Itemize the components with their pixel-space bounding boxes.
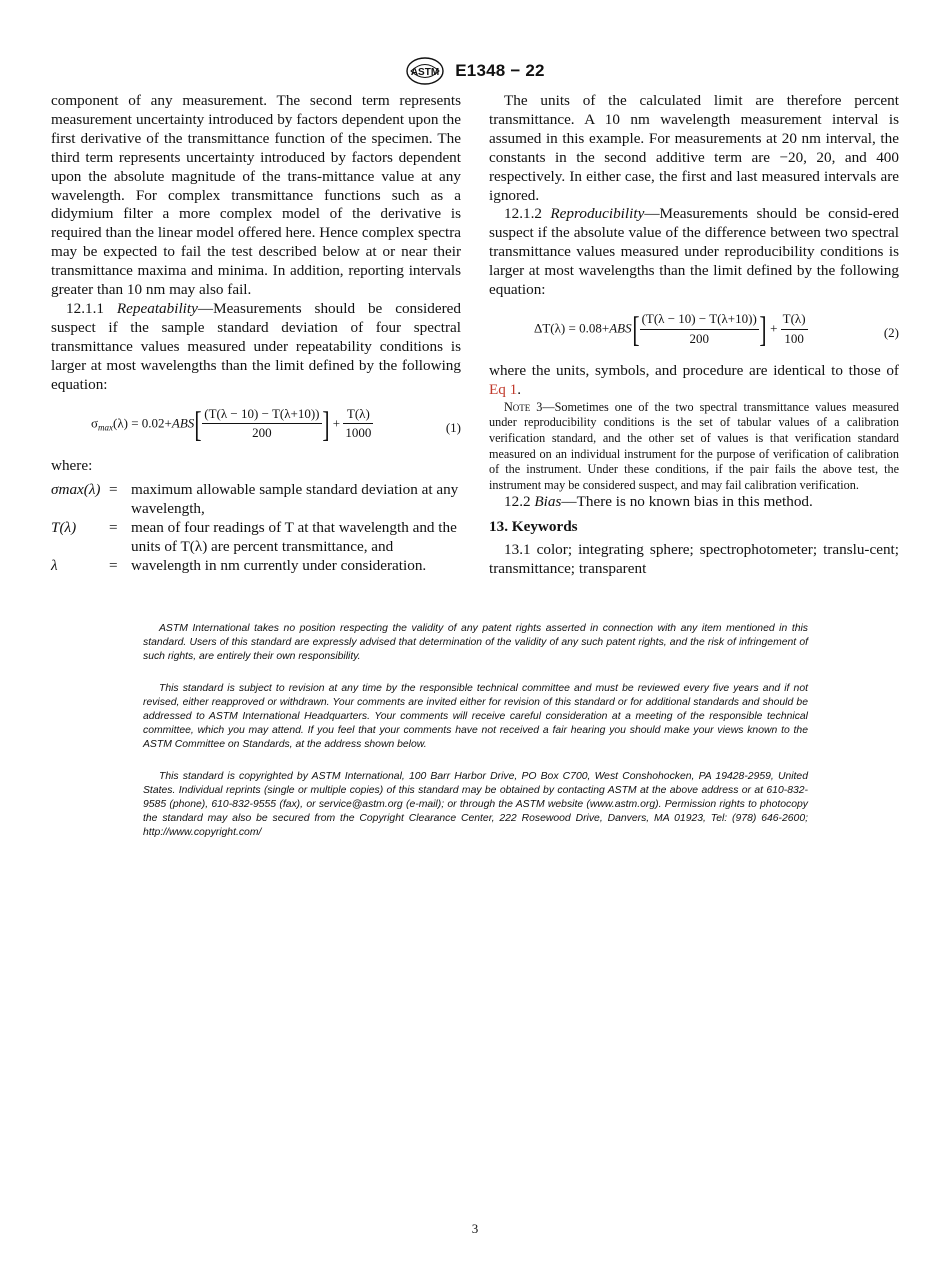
section-heading-keywords: 13. Keywords: [489, 518, 578, 536]
paragraph: The units of the calculated limit are therefore percent transmittance. A 10 nm wavelength measurement interval is assumed in this example. For measurements at 20 nm interval, the constants in the second additive term are −20, 20, and 400 respectively. In either case, the first and last measured intervals are ignored.: [489, 92, 899, 204]
section-title: Repeatability: [116, 299, 198, 317]
page-header: [0, 56, 950, 86]
note-3: [489, 400, 899, 494]
eq-fraction-2: $\frac{T(\lambda)}{100}$: [781, 310, 808, 349]
section-title: Reproducibility: [550, 205, 645, 223]
where-label: where:: [51, 456, 93, 474]
equation-1: $\sigma_{max}(\lambda) = 0.02+ABS$[ $\frac{(T(\lambda - 10) - T(\lambda+10))}{200}$ ] + $\frac{T(\lambda)}{1000}$ (1): [91, 403, 461, 444]
definitions-list: [51, 481, 461, 576]
section-text: —Measurements should be considered suspect if the sample standard deviation of four spectral transmittance values measured under repeatability conditions is larger at most wavelengths than the limit defined by the following equation:: [51, 299, 461, 393]
def-text: mean of four readings of T at that wavelength and the units of T(λ) are percent transmittance, and: [131, 519, 457, 556]
equation-number: (1): [445, 419, 461, 435]
equation-2: ΔT(λ) = 0.08+ABS[ $\frac{(T(\lambda - 10) - T(\lambda+10))}{200}$ ] + $\frac{T(\lambda)}{100}$ (2): [534, 309, 899, 350]
eq-plus: +: [332, 414, 341, 430]
def-text: maximum allowable sample standard deviation at any wavelength,: [131, 481, 459, 518]
def-symbol: σmax(λ): [51, 481, 101, 499]
footer-copyright-notice: [143, 770, 808, 840]
equation-number: (2): [883, 324, 899, 340]
astm-logo-icon: [405, 56, 445, 86]
eq-abs: ABS: [171, 414, 195, 430]
eq-plus: +: [770, 320, 778, 336]
def-text: wavelength in nm currently under consideration.: [131, 557, 427, 575]
def-symbol: T(λ): [51, 519, 77, 537]
eq-fraction-2: $\frac{T(\lambda)}{1000}$: [343, 405, 373, 444]
note-label: Note 3: [504, 399, 543, 414]
eq-lhs-symbol: σ: [91, 414, 99, 430]
paragraph: where the units, symbols, and procedure are identical to those of Eq 1.: [489, 361, 899, 398]
eq1-link[interactable]: Eq 1: [489, 380, 518, 398]
eq-lhs-sub: max: [98, 421, 114, 432]
def-equals: =: [109, 519, 118, 537]
definition-row: [51, 481, 461, 519]
page-number: 3: [471, 1221, 479, 1236]
footer-text: This standard is copyrighted by ASTM International, 100 Barr Harbor Drive, PO Box C700, West Conshohocken, PA 19428-2959, United States. Individual reprints (single or multiple copies) of this standard may be obtained by contacting ASTM at the above address or at 610-832-9585 (phone), 610-832-9555 (fax), or service@astm.org (e-mail); or through the ASTM website (www.astm.org). Permission rights to photocopy the standard may also be secured from the Copyright Clearance Center, 222 Rosewood Drive, Danvers, MA 01923, Tel: (978) 646-2600; http://www.copyright.com/: [143, 771, 808, 838]
footer-text: This standard is subject to revision at any time by the responsible technical committee and must be reviewed every five years and if not revised, either reapproved or withdrawn. Your comments are invited either for revision of this standard or for additional standards and should be addressed to ASTM International Headquarters. Your comments will receive careful consideration at a meeting of the responsible technical committee, which you may attend. If you feel that your comments have not received a fair hearing you should make your views known to the ASTM Committee on Standards, at the address shown below.: [143, 683, 808, 750]
section-text: —There is no known bias in this method.: [561, 493, 813, 511]
footer-text: ASTM International takes no position respecting the validity of any patent rights asserted in connection with any item mentioned in this standard. Users of this standard are expressly advised that determination of the validity of any such patent rights, and the risk of infringement of such rights, are entirely their own responsibility.: [143, 623, 808, 662]
right-column: [489, 92, 899, 579]
def-equals: =: [109, 481, 118, 499]
eq-lhs-arg: (λ) = 0.02+: [113, 414, 172, 430]
section-13-1: 13.1 color; integrating sphere; spectrophotometer; translu-cent; transmittance; transparent: [489, 541, 899, 578]
eq-abs: ABS: [609, 320, 632, 336]
section-12-1-2: [489, 205, 899, 300]
eq-fraction: $\frac{(T(\lambda - 10) - T(\lambda+10))}{200}$: [202, 405, 321, 444]
eq-fraction: $\frac{(T(\lambda - 10) - T(\lambda+10))}{200}$: [640, 310, 759, 349]
note-text: —Sometimes one of the two spectral transmittance values measured under reproducibility conditions is the set of tabular values of a calibration verification standard, and the other set of values is that verification standard measured on an individual instrument for the purpose of verification of calibration of the instrument. Under these conditions, if the pair fails the above test, the instrument may be considered suspect, and may fail calibration verification.: [489, 399, 899, 492]
def-symbol: λ: [51, 557, 58, 575]
section-number: 12.1.1: [66, 299, 104, 317]
definition-row: [51, 557, 461, 576]
footer-revision-notice: [143, 682, 808, 752]
standard-designation: E1348 − 22: [455, 61, 545, 80]
section-number: 12.1.2: [504, 205, 542, 223]
def-equals: =: [109, 557, 118, 575]
left-column: [51, 92, 461, 576]
section-number: 12.2: [504, 493, 531, 511]
paragraph: component of any measurement. The second term represents measurement uncertainty introduced by factors dependent upon the first derivative of the transmittance function of the specimen. The third term represents uncertainty introduced by factors dependent upon the absolute magnitude of the trans-mittance value at any wavelength. For complex transmittance functions such as a didymium filter a more complex model of the derivative is required than the linear model offered here. Hence complex spectra may be expected to fail the test described below at or near their transmittance maxima and minima. In addition, reporting intervals greater than 10 nm may also fail.: [51, 92, 461, 299]
section-title: Bias: [534, 493, 562, 511]
eq-lhs: ΔT(λ) = 0.08+: [534, 320, 610, 336]
section-12-1-1: [51, 300, 461, 395]
section-12-2: [489, 493, 899, 512]
definition-row: [51, 519, 461, 557]
section-text: —Measurements should be consid-ered suspect if the absolute value of the difference between two spectral transmittance values measured under reproducibility conditions is larger at most wavelengths than the limit defined by the following equation:: [489, 205, 900, 299]
svg-text:ASTM: ASTM: [411, 67, 440, 78]
footer-patent-notice: [143, 622, 808, 664]
